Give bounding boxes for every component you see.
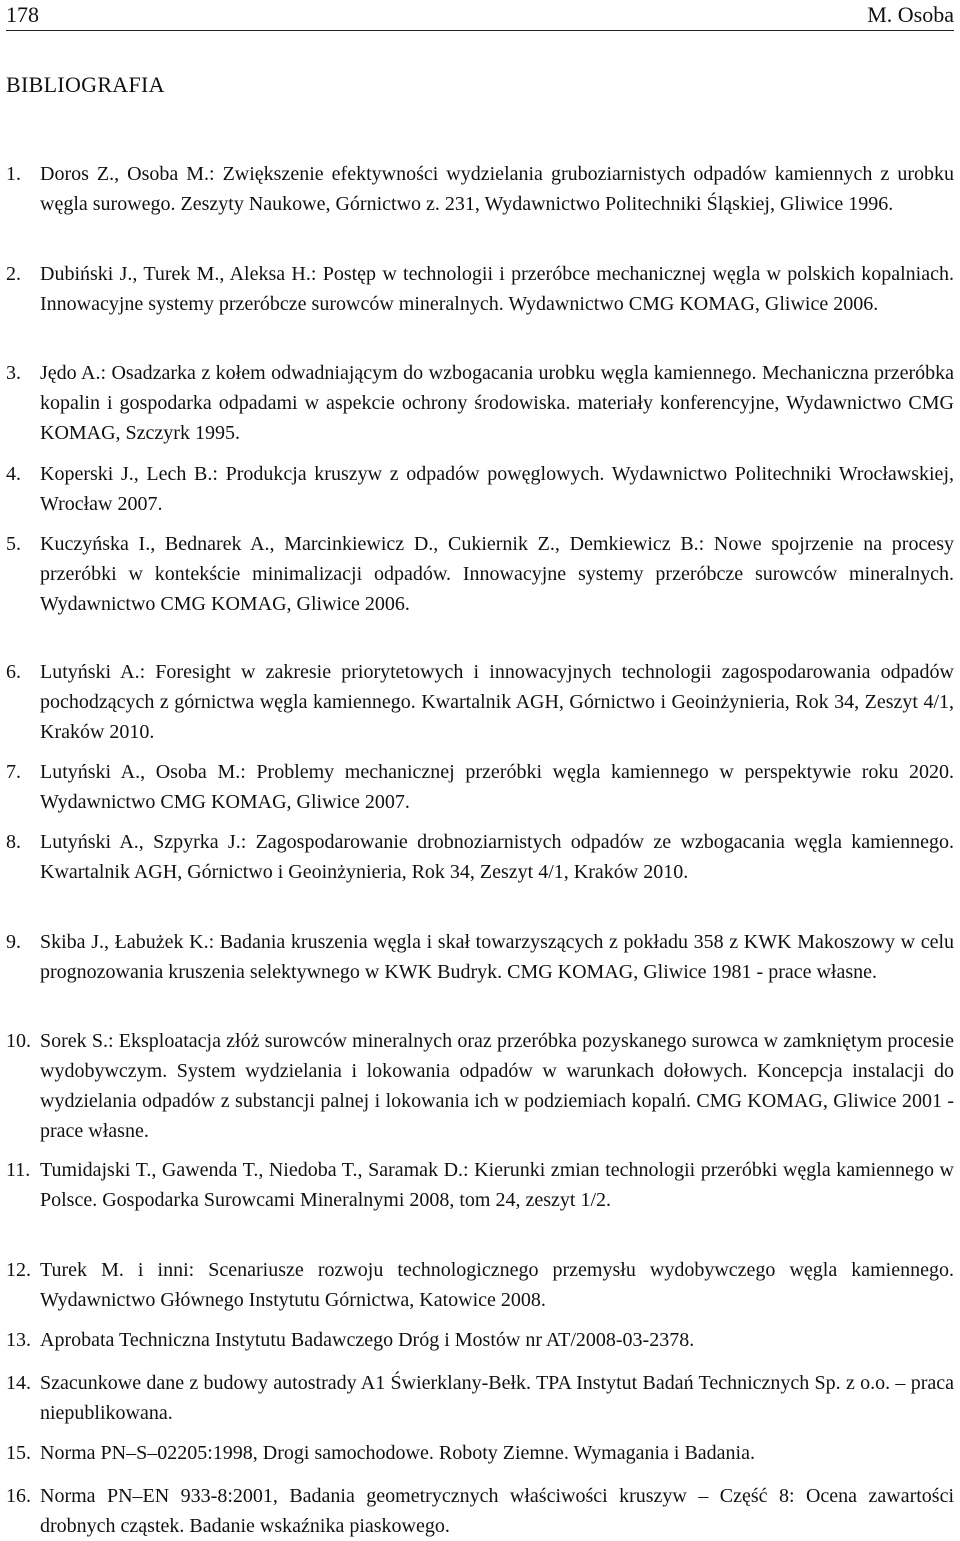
running-head-author: M. Osoba [867, 2, 954, 27]
reference-number: 14. [6, 1372, 31, 1394]
reference-item [6, 459, 954, 519]
reference-item [6, 927, 954, 987]
reference-text: Lutyński A., Osoba M.: Problemy mechanicznej przeróbki węgla kamiennego w perspektywie roku 2020. Wydawnictwo CMG KOMAG, Gliwice 2007. [40, 761, 954, 813]
reference-text: Norma PN–EN 933-8:2001, Badania geometrycznych właściwości kruszyw – Część 8: Ocena zawartości drobnych cząstek. Badanie wskaźnika piaskowego. [40, 1485, 954, 1537]
reference-item [6, 1438, 954, 1468]
reference-text: Skiba J., Łabużek K.: Badania kruszenia węgla i skał towarzyszących z pokładu 358 z KWK Makoszowy w celu prognozowania kruszenia selektywnego w KWK Budryk. CMG KOMAG, Gliwice 1981 - prace własne. [40, 931, 954, 983]
reference-item [6, 757, 954, 817]
reference-number: 1. [6, 163, 21, 185]
reference-text: Doros Z., Osoba M.: Zwiększenie efektywności wydzielania gruboziarnistych odpadów kamiennych z urobku węgla surowego. Zeszyty Naukowe, Górnictwo z. 231, Wydawnictwo Politechniki Śląskiej, Gliwice 1996. [40, 163, 954, 215]
reference-text: Koperski J., Lech B.: Produkcja kruszyw z odpadów powęglowych. Wydawnictwo Politechniki Wrocławskiej, Wrocław 2007. [40, 463, 954, 515]
reference-item [6, 1255, 954, 1315]
reference-number: 12. [6, 1259, 31, 1281]
reference-number: 2. [6, 263, 21, 285]
reference-number: 13. [6, 1329, 31, 1351]
page-number: 178 [6, 2, 39, 27]
reference-number: 16. [6, 1485, 31, 1507]
reference-text: Jędo A.: Osadzarka z kołem odwadniającym do wzbogacania urobku węgla kamiennego. Mechaniczna przeróbka kopalin i gospodarka odpadami w aspekcie ochrony środowiska. materiały konferencyjne, Wydawnictwo CMG KOMAG, Szczyrk 1995. [40, 362, 954, 444]
running-header [6, 0, 954, 31]
reference-item [6, 827, 954, 887]
reference-item [6, 1325, 954, 1355]
reference-number: 5. [6, 533, 21, 555]
reference-number: 7. [6, 761, 21, 783]
reference-text: Dubiński J., Turek M., Aleksa H.: Postęp w technologii i przeróbce mechanicznej węgla w polskich kopalniach. Innowacyjne systemy przeróbcze surowców mineralnych. Wydawnictwo CMG KOMAG, Gliwice 2006. [40, 263, 954, 315]
reference-text: Turek M. i inni: Scenariusze rozwoju technologicznego przemysłu wydobywczego węgla kamiennego. Wydawnictwo Głównego Instytutu Górnictwa, Katowice 2008. [40, 1259, 954, 1311]
reference-text: Szacunkowe dane z budowy autostrady A1 Świerklany-Bełk. TPA Instytut Badań Technicznych Sp. z o.o. – praca niepublikowana. [40, 1372, 954, 1424]
reference-number: 11. [6, 1159, 31, 1181]
reference-number: 8. [6, 831, 21, 853]
reference-text: Tumidajski T., Gawenda T., Niedoba T., Saramak D.: Kierunki zmian technologii przeróbki węgla kamiennego w Polsce. Gospodarka Surowcami Mineralnymi 2008, tom 24, zeszyt 1/2. [40, 1159, 954, 1211]
reference-number: 15. [6, 1442, 31, 1464]
reference-text: Lutyński A., Szpyrka J.: Zagospodarowanie drobnoziarnistych odpadów ze wzbogacania węgla kamiennego. Kwartalnik AGH, Górnictwo i Geoinżynieria, Rok 34, Zeszyt 4/1, Kraków 2010. [40, 831, 954, 883]
reference-item [6, 1481, 954, 1541]
reference-text: Kuczyńska I., Bednarek A., Marcinkiewicz D., Cukiernik Z., Demkiewicz B.: Nowe spojrzenie na procesy przeróbki w kontekście minimalizacji odpadów. Innowacyjne systemy przeróbcze surowców mineralnych. Wydawnictwo CMG KOMAG, Gliwice 2006. [40, 533, 954, 615]
reference-number: 4. [6, 463, 21, 485]
reference-text: Lutyński A.: Foresight w zakresie priorytetowych i innowacyjnych technologii zagospodarowania odpadów pochodzących z górnictwa węgla kamiennego. Kwartalnik AGH, Górnictwo i Geoinżynieria, Rok 34, Zeszyt 4/1, Kraków 2010. [40, 661, 954, 743]
reference-item [6, 1155, 954, 1215]
reference-item [6, 529, 954, 619]
reference-item [6, 358, 954, 448]
reference-number: 6. [6, 661, 21, 683]
reference-item [6, 259, 954, 319]
reference-number: 9. [6, 931, 21, 953]
reference-text: Aprobata Techniczna Instytutu Badawczego Dróg i Mostów nr AT/2008-03-2378. [40, 1329, 695, 1351]
reference-text: Sorek S.: Eksploatacja złóż surowców mineralnych oraz przeróbka pozyskanego surowca w zamkniętym procesie wydobywczym. System wydzielania i lokowania odpadów w warunkach dołowych. Koncepcja instalacji do wydzielania odpadów z substancji palnej i lokowania ich w podziemiach kopalń. CMG KOMAG, Gliwice 2001 - prace własne. [40, 1030, 954, 1142]
reference-text: Norma PN–S–02205:1998, Drogi samochodowe. Roboty Ziemne. Wymagania i Badania. [40, 1442, 755, 1464]
reference-number: 10. [6, 1030, 31, 1052]
reference-number: 3. [6, 362, 21, 384]
reference-item [6, 159, 954, 219]
section-title: BIBLIOGRAFIA [6, 72, 165, 97]
reference-item [6, 1026, 954, 1146]
reference-item [6, 657, 954, 747]
reference-item [6, 1368, 954, 1428]
